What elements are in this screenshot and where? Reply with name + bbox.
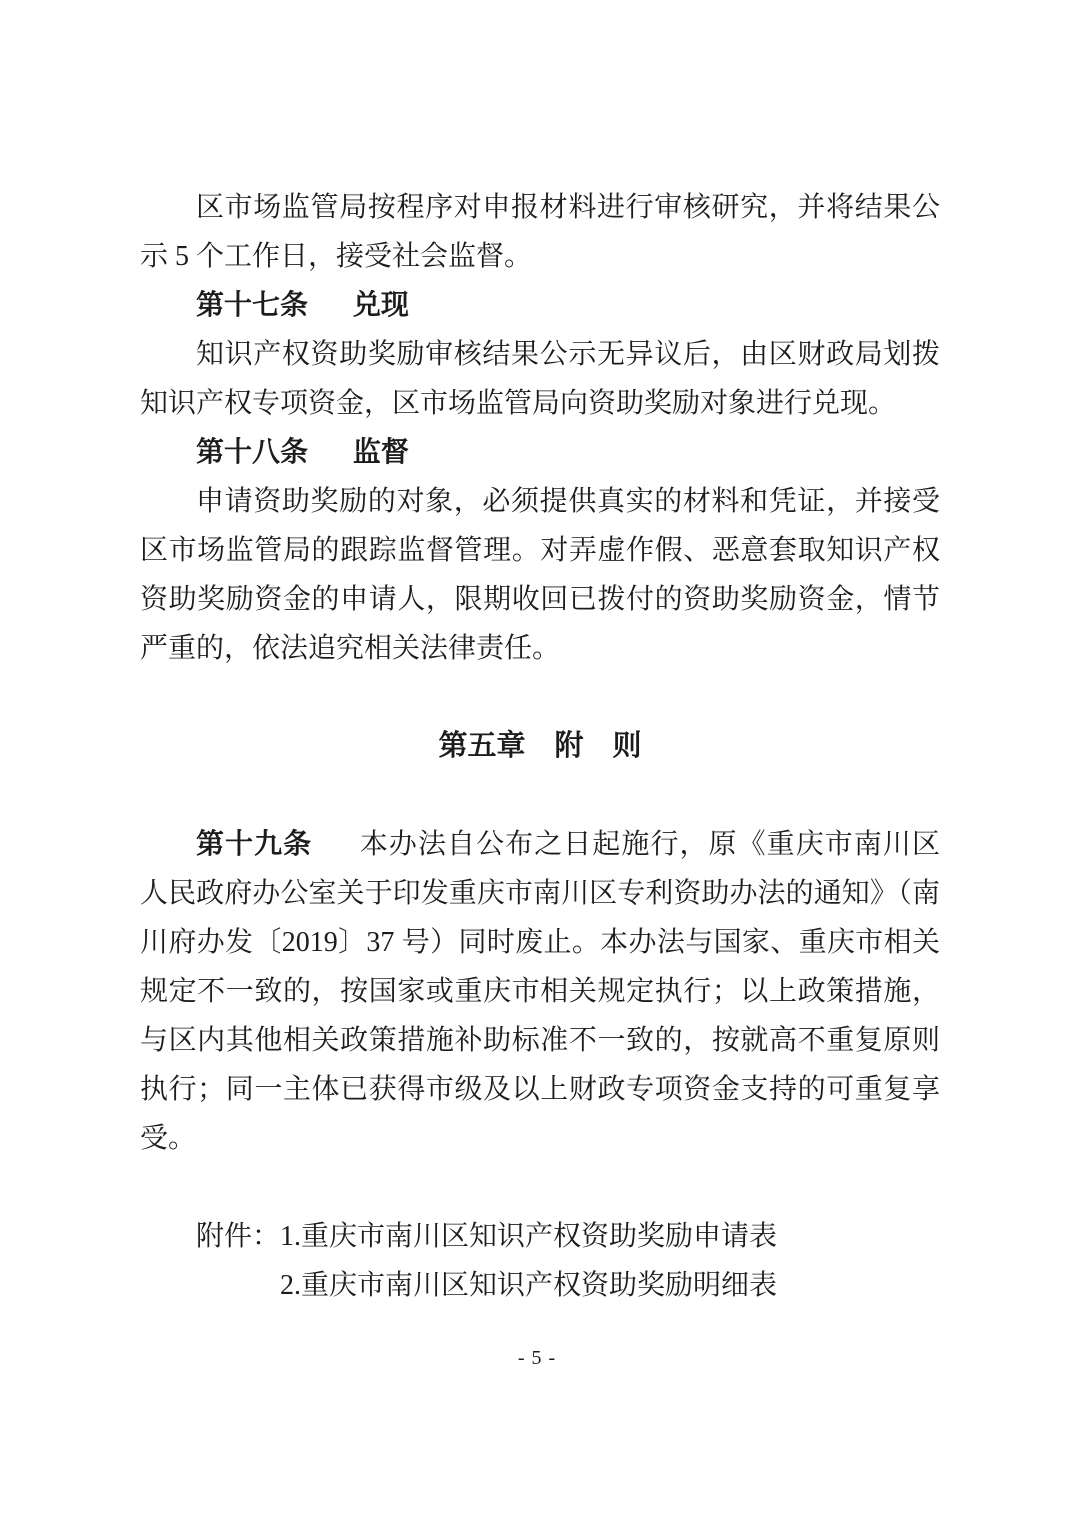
chapter-5-heading: 第五章 附 则 bbox=[438, 730, 642, 762]
article-18-title: 监督 bbox=[352, 437, 409, 468]
attachment-label: 附件： bbox=[196, 1221, 281, 1252]
attachment-line-2 bbox=[280, 1261, 940, 1310]
article-17-heading bbox=[140, 281, 940, 330]
article-17-body: 知识产权资助奖励审核结果公示无异议后，由区财政局划拨知识产权专项资金，区市场监管局向资助奖励对象进行兑现。 bbox=[140, 339, 940, 419]
article-19-body: 本办法自公布之日起施行，原《重庆市南川区人民政府办公室关于印发重庆市南川区专利资助办法的通知》（南川府办发〔2019〕37 号）同时废止。本办法与国家、重庆市相关规定不一致的，按国家或重庆市相关规定执行；以上政策措施，与区内其他相关政策措施补助标准不一致的，按就高不重复原则执行；同一主体已获得市级及以上财政专项资金支持的可重复享受。 bbox=[140, 829, 940, 1154]
article-19-number: 第十九条 bbox=[196, 829, 313, 860]
attachment-line-1 bbox=[196, 1212, 940, 1261]
attachment-list bbox=[196, 1212, 940, 1310]
article-18-number: 第十八条 bbox=[196, 437, 309, 468]
article-17-number: 第十七条 bbox=[196, 290, 309, 321]
article-18-heading bbox=[140, 428, 940, 477]
attachment-item-2: 2.重庆市南川区知识产权资助奖励明细表 bbox=[280, 1270, 778, 1301]
article-18-body: 申请资助奖励的对象，必须提供真实的材料和凭证，并接受区市场监管局的跟踪监督管理。对弄虚作假、恶意套取知识产权资助奖励资金的申请人，限期收回已拨付的资助奖励资金，情节严重的，依法追究相关法律责任。 bbox=[140, 486, 940, 664]
audit-publicity-paragraph: 区市场监管局按程序对申报材料进行审核研究，并将结果公示 5 个工作日，接受社会监督。 bbox=[140, 192, 940, 272]
article-19-paragraph bbox=[140, 820, 940, 1163]
article-17-title: 兑现 bbox=[352, 290, 409, 321]
page-number: - 5 - bbox=[517, 1347, 557, 1369]
attachment-item-1: 1.重庆市南川区知识产权资助奖励申请表 bbox=[280, 1221, 778, 1252]
